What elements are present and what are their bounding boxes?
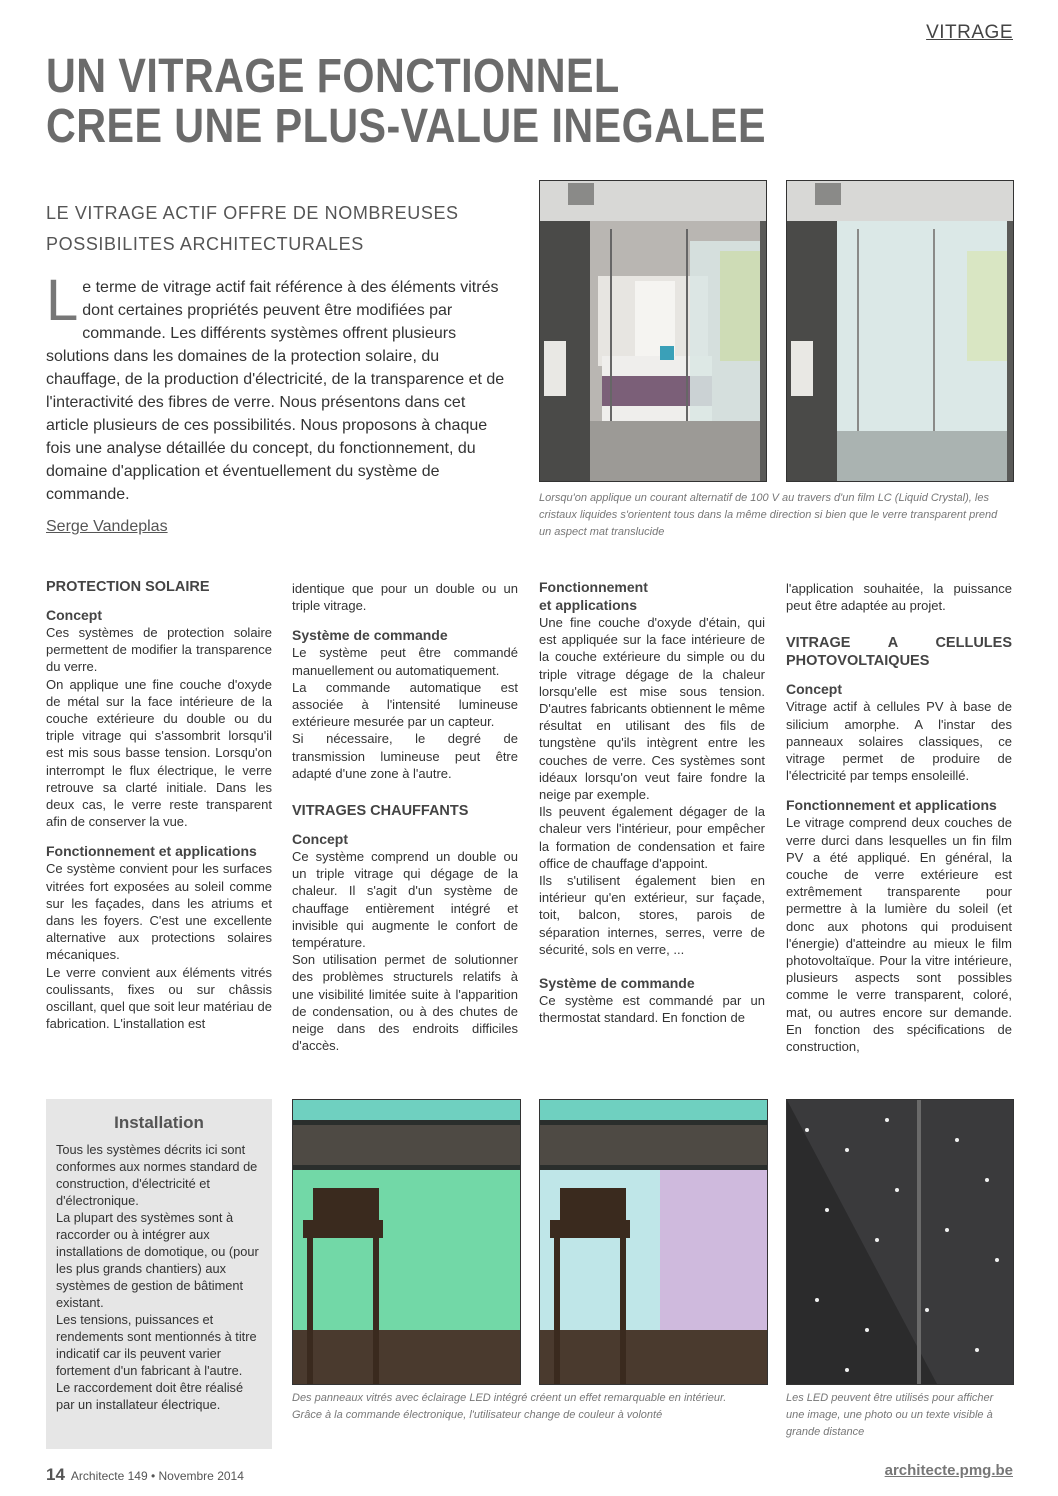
paragraph: Tous les systèmes décrits ici sont conformes aux normes standard de construction, d'électricité et d'électronique. [56, 1142, 258, 1208]
photo-bar-pink-led [539, 1099, 768, 1385]
paragraph: Le raccordement doit être réalisé par un installateur électrique. [56, 1380, 244, 1412]
column-3 [539, 578, 765, 1026]
column-1 [46, 578, 272, 1032]
heading-concept: Concept [46, 607, 102, 623]
bottom-caption-led-bar: Des panneaux vitrés avec éclairage LED intégré créent un effet remarquable en intérieur. Grâce à la commande électronique, l'utilisateur change de couleur à volonté [292, 1392, 727, 1421]
photo-led-display [786, 1099, 1014, 1385]
subtitle-line-1: LE VITRAGE ACTIF OFFRE DE NOMBREUSES [46, 203, 459, 223]
title-line-2: CREE UNE PLUS-VALUE INEGALEE [46, 100, 766, 153]
heading-concept: Concept [292, 831, 348, 848]
intro-text: e terme de vitrage actif fait référence à des éléments vitrés dont certaines propriétés peuvent être modifiées par commande. Les différents systèmes offrent plusieurs solutions dans les domaines de la protection solaire, du chauffage, de la production d'électricité, de la transparence et de l'interactivité des fibres de verre. Nous présentons dans cet article plusieurs de ces possibilités. Nous proposons à chaque fois une analyse détaillée du concept, du fonctionnement, du domaine d'application et éventuellement du système de commande. [46, 279, 505, 503]
paragraph: Ce système comprend un double ou un triple vitrage qui dégage de la chaleur. Il s'agit d'un système de chauffage entièrement intégré et invisible qui augmente le confort de température. [292, 849, 518, 951]
paragraph: Si nécessaire, le degré de transmission lumineuse peut être adapté d'une zone à l'autre. [292, 731, 518, 781]
heading-systeme-commande: Système de commande [539, 975, 695, 992]
paragraph: On applique une fine couche d'oxyde de métal sur la face intérieure de la couche extérieure du double ou du triple vitrage qui s'assombrit lorsqu'il est mis sous basse tension. Lorsqu'on interrompt le flux électrique, le verre retrouve sa clarté initiale. Dans les deux cas, le verre reste transparent afin de conserver la vue. [46, 676, 272, 830]
paragraph: La commande automatique est associée à l'intensité lumineuse extérieure mesurée par un capteur. [292, 679, 518, 730]
heading-vitrages-chauffants: VITRAGES CHAUFFANTS [292, 803, 469, 820]
paragraph: Ils s'utilisent également bien en intérieur qu'en extérieur, sur façade, toit, balcon, stores, parois de séparation internes, serres, verre de sécurité, sols en verre, ... [539, 873, 765, 957]
subtitle [46, 198, 516, 260]
paragraph: Une fine couche d'oxyde d'étain, qui est appliquée sur la face intérieure de la couche extérieure du simple ou du triple vitrage dégage de la chaleur lorsqu'elle est mise sous tension. D'autres fabricants obtiennent le même résultat en utilisant des fils de tungstène qu'ils intègrent entre les couches de verre. Ces systèmes sont idéaux lorsqu'on veut faire fondre la neige par exemple. [539, 615, 765, 803]
page-title [46, 52, 820, 152]
title-line-1: UN VITRAGE FONCTIONNEL [46, 50, 620, 103]
issue-info: Architecte 149 • Novembre 2014 [70, 1469, 244, 1483]
page-number: 14 [46, 1465, 65, 1484]
heading-systeme-commande: Système de commande [292, 627, 448, 644]
heading-fonctionnement-2: et applications [539, 597, 638, 613]
paragraph: identique que pour un double ou un triple vitrage. [292, 581, 518, 614]
dropcap: L [46, 268, 79, 333]
paragraph: Vitrage actif à cellules PV à base de silicium amorphe. A l'instar des panneaux solaires classiques, ce vitrage permet de produire de l'électricité par temps ensoleillé. [786, 699, 1012, 784]
top-photo-caption: Lorsqu'on applique un courant alternatif de 100 V au travers d'un film LC (Liquid Crystal), les cristaux liquides s'orientent tous dans la même direction si bien que le verre transparent prend un aspect mat translucide [539, 492, 998, 538]
heading-fonctionnement: Fonctionnement et applications [786, 797, 997, 814]
heading-vitrage-pv: VITRAGE A CELLULES PHOTOVOLTAIQUES [786, 635, 1012, 670]
photo-bathroom-frosted [786, 180, 1014, 482]
installation-title: Installation [114, 1113, 204, 1132]
heading-fonctionnement: Fonctionnement et applications [46, 843, 257, 860]
column-2 [292, 580, 518, 1054]
paragraph: Le système peut être commandé manuellement ou automatiquement. [292, 645, 518, 678]
paragraph: Le vitrage comprend deux couches de verre durci dans lesquelles un fin film PV a été appliqué. En général, la couche de verre extérieure est extrêmement transparente pour permettre à la lumière du soleil (et donc aux photons qui produisent l'énergie) d'atteindre au mieux le film photovoltaïque. Pour la vitre intérieure, plusieurs aspects sont possibles comme le verre transparent, coloré, mat, ou autres encore sur demande. En fonction des spécifications de construction, [786, 815, 1012, 1055]
installation-box [46, 1099, 272, 1449]
photo-bathroom-transparent [539, 180, 767, 482]
heading-fonctionnement-1: Fonctionnement [539, 579, 648, 595]
photo-bar-green-led [292, 1099, 521, 1385]
paragraph: La plupart des systèmes sont à raccorder ou à intégrer aux installations de domotique, ou (pour les plus grands chantiers) aux systèmes de gestion de bâtiment existant. [56, 1210, 259, 1310]
subtitle-line-2: POSSIBILITES ARCHITECTURALES [46, 234, 364, 254]
column-4 [786, 580, 1012, 1055]
intro-paragraph [46, 268, 508, 506]
paragraph: l'application souhaitée, la puissance peut être adaptée au projet. [786, 581, 1012, 614]
paragraph: Ces systèmes de protection solaire permettent de modifier la transparence du verre. [46, 625, 272, 675]
paragraph: Ils peuvent également dégager de la chaleur vers l'intérieur, pour empêcher la formation de condensation et faire office de chauffage d'appoint. [539, 804, 765, 871]
paragraph: Son utilisation permet de solutionner des problèmes structurels relatifs à une visibilité limitée suite à l'apparition de condensation, ou à des chutes de neige dans des endroits difficiles d'accès. [292, 952, 518, 1054]
author: Serge Vandeplas [46, 518, 168, 535]
heading-concept: Concept [786, 681, 842, 698]
bottom-caption-led-display: Les LED peuvent être utilisés pour afficher une image, une photo ou un texte visible à grande distance [786, 1392, 994, 1438]
paragraph: Ce système convient pour les surfaces vitrées fort exposées au soleil comme sur les façades, dans les atriums et dans les foyers. C'est une excellente alternative aux protections solaires mécaniques. [46, 861, 272, 963]
section-tag: VITRAGE [926, 22, 1013, 43]
footer-issue [46, 1465, 244, 1485]
paragraph: Les tensions, puissances et rendements sont mentionnés à titre indicatif car ils peuvent varier fortement d'un fabricant à l'autre. [56, 1312, 257, 1378]
paragraph: Ce système est commandé par un thermostat standard. En fonction de [539, 993, 765, 1026]
footer-site-link[interactable]: architecte.pmg.be [884, 1462, 1013, 1479]
paragraph: Le verre convient aux éléments vitrés coulissants, fixes ou sur châssis oscillant, quel que soit leur matériau de fabrication. L'installation est [46, 964, 272, 1032]
heading-protection-solaire: PROTECTION SOLAIRE [46, 579, 210, 595]
